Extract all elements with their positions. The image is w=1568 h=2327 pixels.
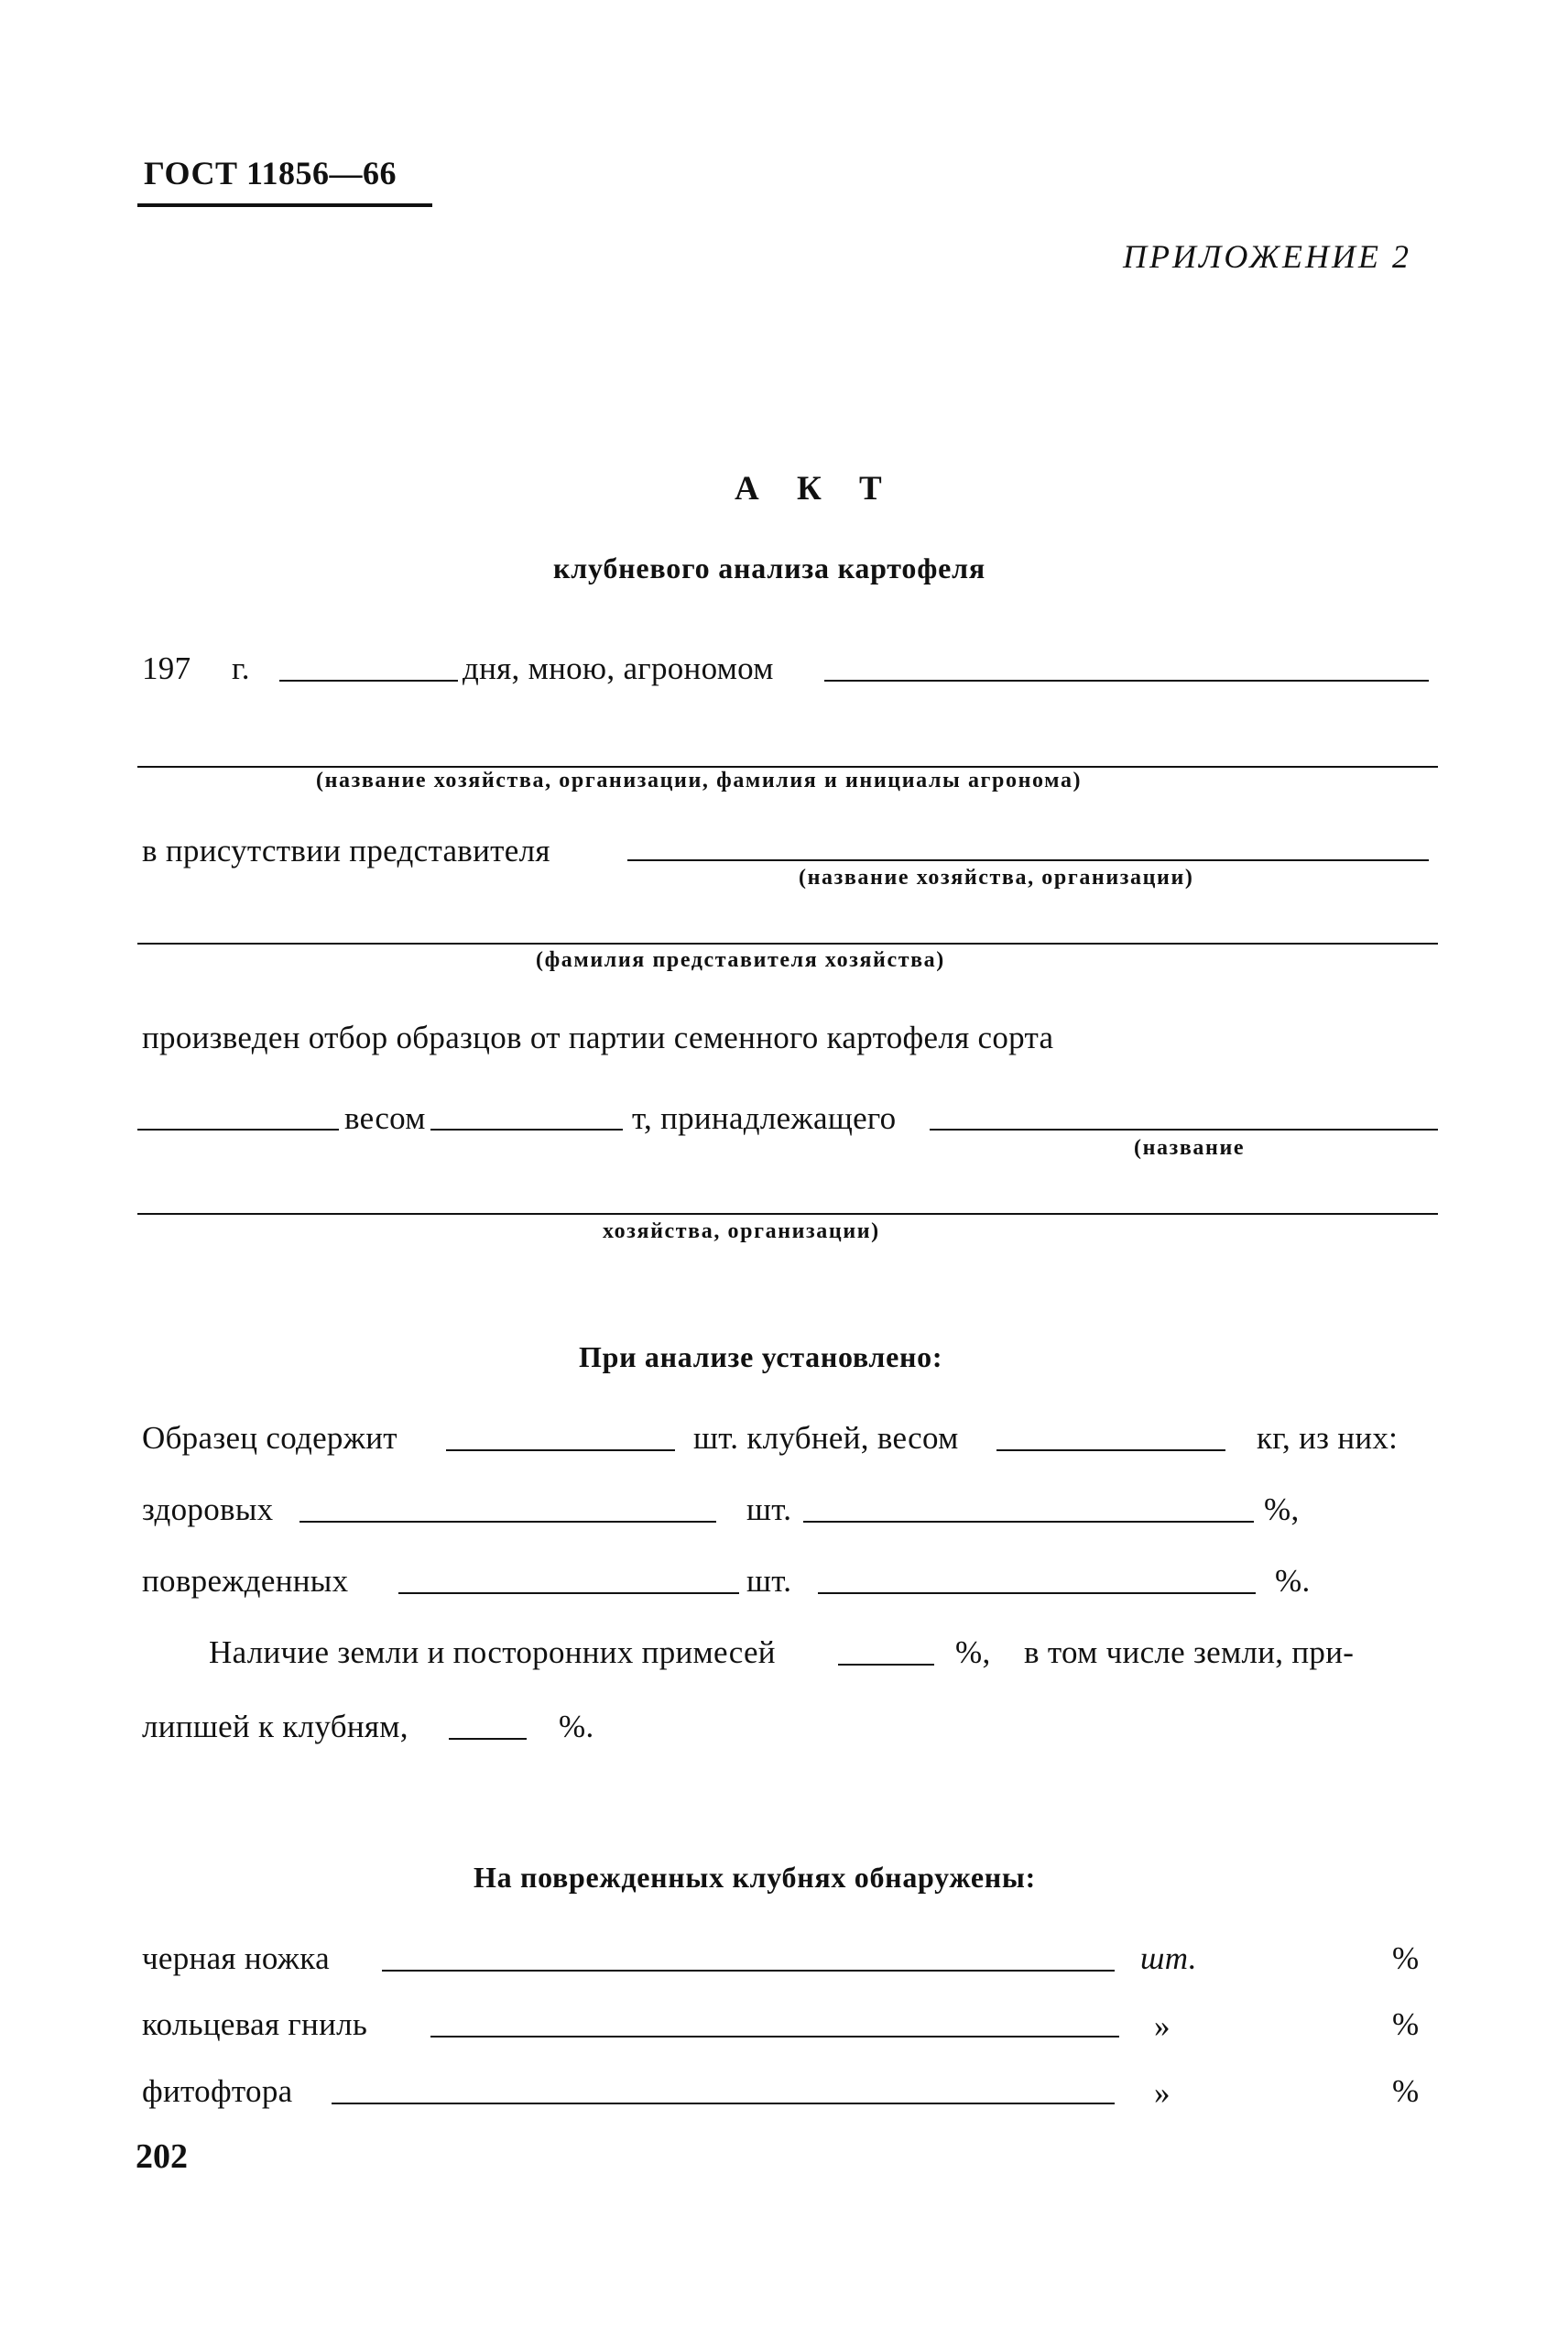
late-blight-field[interactable]: [332, 2103, 1115, 2104]
caption-name: (название: [1134, 1136, 1246, 1160]
document-title: А К Т: [735, 470, 897, 508]
stuck-soil-text: липшей к клубням,: [142, 1709, 408, 1744]
damage-row-label: фитофтора: [142, 2073, 293, 2109]
weight-label: весом: [344, 1100, 426, 1136]
organization-field[interactable]: [627, 859, 1429, 861]
healthy-label: здоровых: [142, 1491, 274, 1527]
document-subtitle: клубневого анализа картофеля: [553, 552, 986, 584]
representative-field[interactable]: [137, 943, 1438, 945]
damage-row-percent: %: [1392, 2073, 1420, 2109]
caption-farm: хозяйства, организации): [603, 1219, 880, 1243]
soil-percent-field[interactable]: [838, 1664, 934, 1666]
damaged-pcs-label: шт.: [746, 1563, 792, 1599]
analysis-heading: При анализе установлено:: [579, 1340, 943, 1373]
agronomist-field-2[interactable]: [137, 766, 1438, 768]
weight-field[interactable]: [430, 1129, 623, 1131]
soil-text: Наличие земли и посторонних примесей: [209, 1634, 776, 1670]
header-underline: [137, 203, 432, 207]
damage-row-label: черная ножка: [142, 1940, 330, 1976]
variety-field[interactable]: [137, 1129, 339, 1131]
ring-rot-field[interactable]: [430, 2036, 1119, 2037]
damaged-label: поврежденных: [142, 1563, 349, 1599]
healthy-percent-field[interactable]: [803, 1521, 1254, 1523]
damage-row-percent: %: [1392, 1940, 1420, 1976]
owner-field-2[interactable]: [137, 1213, 1438, 1215]
date-g: г.: [232, 650, 250, 686]
damage-heading: На поврежденных клубнях обнаружены:: [474, 1861, 1036, 1894]
day-month-field[interactable]: [279, 680, 458, 682]
black-leg-field[interactable]: [382, 1970, 1115, 1972]
stuck-soil-percent-sign: %.: [559, 1709, 594, 1744]
agronomist-field[interactable]: [824, 680, 1429, 682]
owner-field[interactable]: [930, 1129, 1438, 1131]
standard-number: ГОСТ 11856—66: [144, 155, 397, 191]
date-year: 197: [142, 650, 191, 686]
damaged-percent-sign: %.: [1275, 1563, 1311, 1599]
stuck-soil-field[interactable]: [449, 1738, 527, 1740]
owner-label: т, принадлежащего: [632, 1100, 897, 1136]
soil-including-text: в том числе земли, при-: [1024, 1634, 1355, 1670]
appendix-label: ПРИЛОЖЕНИЕ 2: [1123, 238, 1411, 275]
page-number: 202: [136, 2137, 188, 2176]
healthy-percent-sign: %,: [1264, 1491, 1300, 1527]
damage-row-percent: %: [1392, 2006, 1420, 2042]
caption-agronomist: (название хозяйства, организации, фамилия и инициалы агронома): [316, 769, 1083, 792]
caption-representative: (фамилия представителя хозяйства): [536, 948, 945, 972]
healthy-pcs-label: шт.: [746, 1491, 792, 1527]
healthy-count-field[interactable]: [299, 1521, 716, 1523]
sample-contains-label: Образец содержит: [142, 1420, 397, 1456]
soil-percent-sign: %,: [955, 1634, 991, 1670]
damaged-count-field[interactable]: [398, 1592, 739, 1594]
presence-label: в присутствии представителя: [142, 833, 550, 869]
tuber-count-field[interactable]: [446, 1449, 675, 1451]
caption-organization: (название хозяйства, организации): [799, 866, 1194, 890]
damaged-percent-field[interactable]: [818, 1592, 1256, 1594]
damage-row-unit: »: [1154, 2008, 1171, 2044]
sampling-text: произведен отбор образцов от партии семенного картофеля сорта: [142, 1020, 1054, 1055]
damage-row-label: кольцевая гниль: [142, 2006, 368, 2042]
kg-label: кг, из них:: [1257, 1420, 1399, 1456]
damage-row-unit: шт.: [1140, 1940, 1197, 1976]
pcs-tubers-weight-label: шт. клубней, весом: [693, 1420, 959, 1456]
sample-weight-field[interactable]: [996, 1449, 1225, 1451]
date-text: дня, мною, агрономом: [463, 650, 774, 686]
damage-row-unit: »: [1154, 2075, 1171, 2111]
